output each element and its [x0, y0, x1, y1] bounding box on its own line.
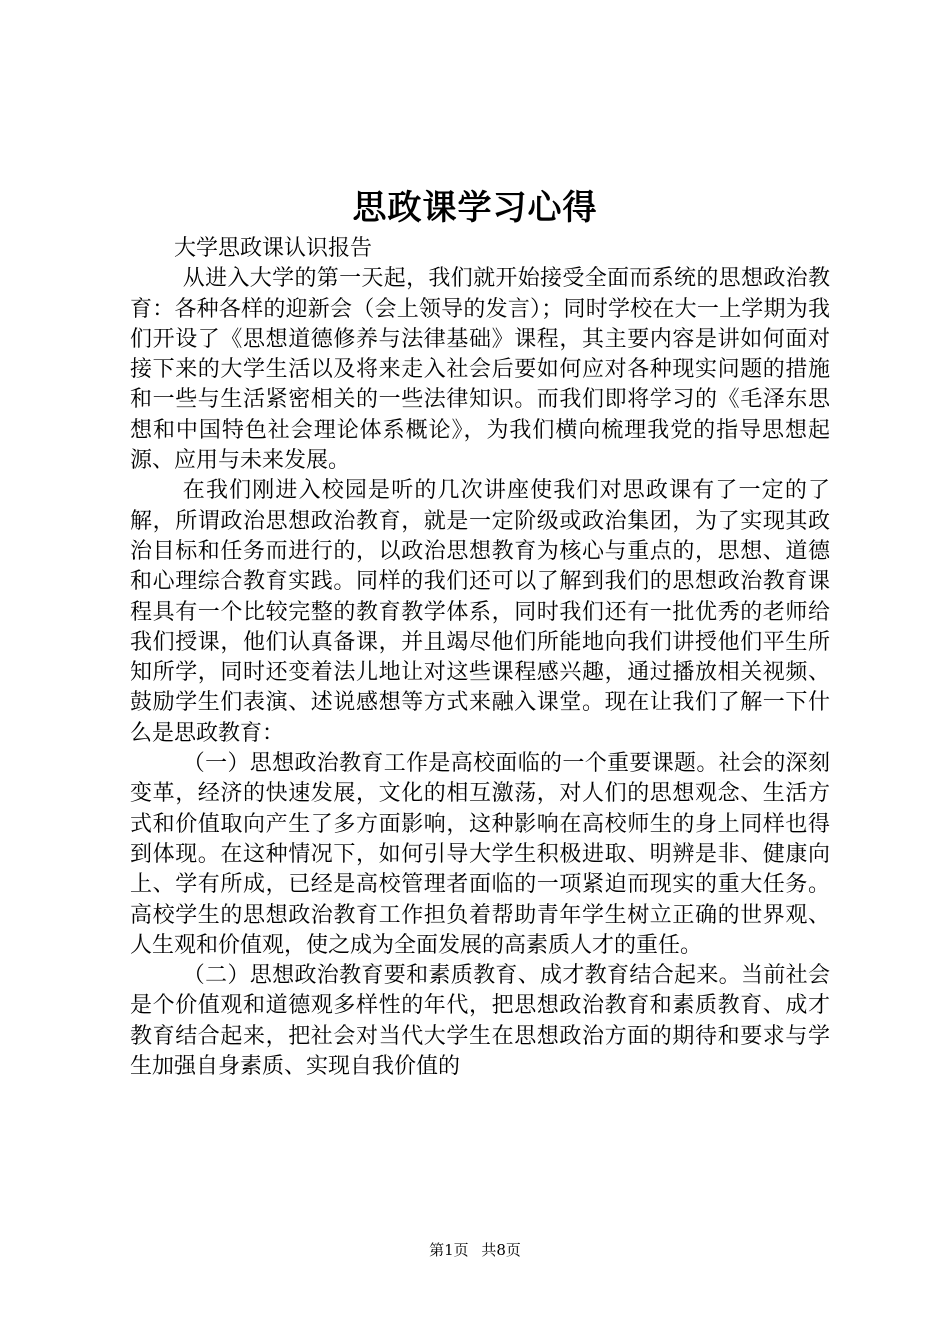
page-footer: [0, 1238, 950, 1262]
document-body: [130, 234, 830, 1082]
paragraph: 从进入大学的第一天起，我们就开始接受全面而系统的思想政治教育：各种各样的迎新会（会上领导的发言）；同时学校在大一上学期为我们开设了《思想道德修养与法律基础》课程，其主要内容是讲如何面对接下来的大学生活以及将来走入社会后要如何应对各种现实问题的措施和一些与生活紧密相关的一些法律知识。而我们即将学习的《毛泽东思想和中国特色社会理论体系概论》，为我们横向梳理我党的指导思想起源、应用与未来发展。: [130, 266, 830, 474]
document-title: 思政课学习心得: [352, 188, 598, 228]
paragraph: 在我们刚进入校园是听的几次讲座使我们对思政课有了一定的了解，所谓政治思想政治教育，就是一定阶级或政治集团，为了实现其政治目标和任务而进行的，以政治思想教育为核心与重点的，思想、道德和心理综合教育实践。同样的我们还可以了解到我们的思想政治教育课程具有一个比较完整的教育教学体系，同时我们还有一批优秀的老师给我们授课，他们认真备课，并且竭尽他们所能地向我们讲授他们平生所知所学，同时还变着法儿地让对这些课程感兴趣，通过播放相关视频、鼓励学生们表演、述说感想等方式来融入课堂。现在让我们了解一下什么是思政教育：: [130, 478, 830, 746]
paragraph: （一）思想政治教育工作是高校面临的一个重要课题。社会的深刻变革，经济的快速发展，文化的相互激荡，对人们的思想观念、生活方式和价值取向产生了多方面影响，这种影响在高校师生的身上同样也得到体现。在这种情况下，如何引导大学生积极进取、明辨是非、健康向上、学有所成，已经是高校管理者面临的一项紧迫而现实的重大任务。高校学生的思想政治教育工作担负着帮助青年学生树立正确的世界观、人生观和价值观，使之成为全面发展的高素质人才的重任。: [130, 751, 830, 958]
paragraph-subtitle: 大学思政课认识报告: [174, 236, 373, 261]
page-total: 共8页: [481, 1241, 521, 1259]
paragraph: （二）思想政治教育要和素质教育、成才教育结合起来。当前社会是个价值观和道德观多样性的年代，把思想政治教育和素质教育、成才教育结合起来，把社会对当代大学生在思想政治方面的期待和要求与学生加强自身素质、实现自我价值的: [130, 963, 830, 1080]
page-number: 第1页: [429, 1241, 469, 1259]
